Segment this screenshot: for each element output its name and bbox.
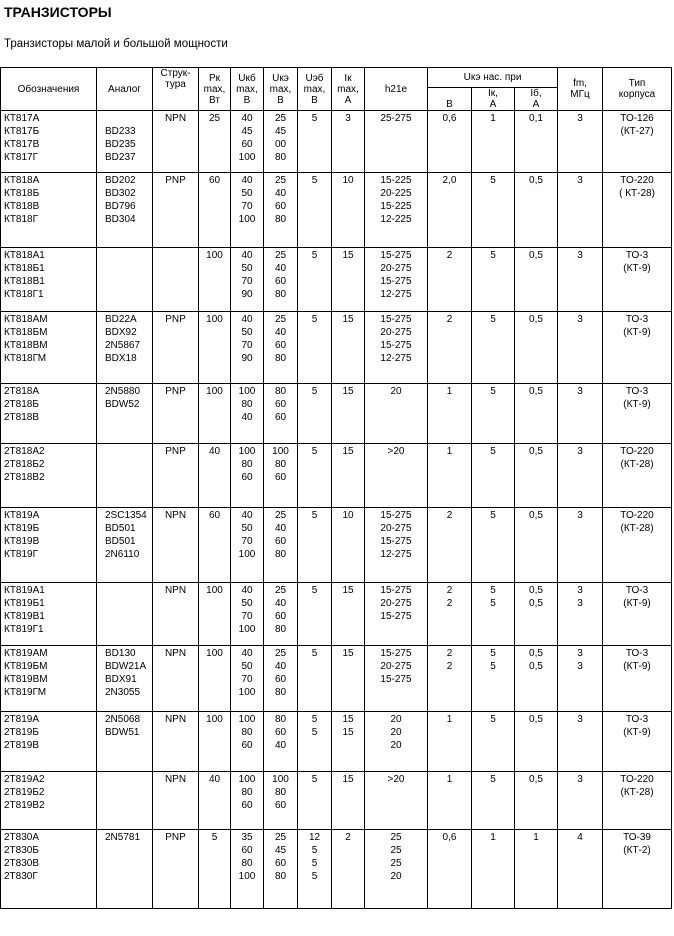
cell-case: ТО-220 ( КТ-28) — [603, 173, 672, 248]
cell-ik: 3 — [332, 111, 365, 173]
cell-uke: 25 40 60 80 — [264, 312, 298, 384]
header-ik: Iк max, А — [332, 68, 365, 111]
cell-h21e: 15-275 20-275 15-275 12-275 — [365, 248, 428, 312]
header-ik-sat: Iк, А — [472, 88, 515, 111]
cell-ibsat: 0,5 — [515, 173, 558, 248]
cell-ibsat: 0,5 — [515, 444, 558, 508]
cell-ibsat: 0,5 — [515, 772, 558, 830]
table-body — [1, 111, 672, 909]
cell-ik: 15 — [332, 772, 365, 830]
cell-ueb: 5 — [298, 384, 332, 444]
cell-fm: 3 — [558, 173, 603, 248]
cell-name: КТ817А КТ817Б КТ817В КТ817Г — [1, 111, 97, 173]
cell-pk: 100 — [199, 583, 231, 646]
cell-ibsat: 0,5 — [515, 312, 558, 384]
table-row — [1, 772, 672, 830]
cell-fm: 3 3 — [558, 583, 603, 646]
cell-ueb: 5 — [298, 111, 332, 173]
cell-pk: 100 — [199, 646, 231, 712]
cell-ukb: 100 80 60 — [231, 772, 264, 830]
cell-ueb: 5 — [298, 444, 332, 508]
cell-ibsat: 0,5 — [515, 384, 558, 444]
table-row — [1, 830, 672, 909]
cell-structure: PNP — [153, 173, 199, 248]
cell-usat: 2 2 — [428, 646, 472, 712]
cell-iksat: 5 — [472, 712, 515, 772]
cell-ik: 15 — [332, 583, 365, 646]
cell-structure: PNP — [153, 444, 199, 508]
transistor-table — [0, 67, 672, 909]
table-row — [1, 583, 672, 646]
cell-ukb: 40 50 70 100 — [231, 646, 264, 712]
cell-analog: 2N5880 BDW52 — [97, 384, 153, 444]
cell-ukb: 40 50 70 90 — [231, 312, 264, 384]
cell-analog — [97, 444, 153, 508]
cell-structure: NPN — [153, 508, 199, 583]
cell-structure: NPN — [153, 772, 199, 830]
cell-case: ТО-220 (КТ-28) — [603, 444, 672, 508]
cell-pk: 100 — [199, 248, 231, 312]
cell-usat: 2 2 — [428, 583, 472, 646]
cell-ueb: 5 — [298, 312, 332, 384]
cell-name: 2Т818А2 2Т818Б2 2Т818В2 — [1, 444, 97, 508]
cell-iksat: 5 — [472, 508, 515, 583]
cell-iksat: 5 — [472, 173, 515, 248]
cell-usat: 2 — [428, 312, 472, 384]
cell-name: КТ818А КТ818Б КТ818В КТ818Г — [1, 173, 97, 248]
table-row — [1, 173, 672, 248]
cell-case: ТО-3 (КТ-9) — [603, 712, 672, 772]
cell-analog: 2SC1354 BD501 BD501 2N6110 — [97, 508, 153, 583]
cell-fm: 3 — [558, 508, 603, 583]
cell-pk: 25 — [199, 111, 231, 173]
header-ukb: Uкб max, В — [231, 68, 264, 111]
cell-iksat: 5 — [472, 444, 515, 508]
cell-name: КТ819А1 КТ819Б1 КТ819В1 КТ819Г1 — [1, 583, 97, 646]
cell-usat: 0,6 — [428, 111, 472, 173]
cell-fm: 3 — [558, 248, 603, 312]
header-fm: fm, МГц — [558, 68, 603, 111]
header-structure: Струк- тура — [153, 68, 199, 111]
cell-ik: 15 15 — [332, 712, 365, 772]
cell-structure: PNP — [153, 312, 199, 384]
cell-pk: 100 — [199, 312, 231, 384]
cell-name: КТ819А КТ819Б КТ819В КТ819Г — [1, 508, 97, 583]
cell-structure: NPN — [153, 712, 199, 772]
cell-pk: 5 — [199, 830, 231, 909]
cell-ukb: 40 50 70 100 — [231, 583, 264, 646]
cell-iksat: 1 — [472, 830, 515, 909]
cell-ukb: 40 50 70 100 — [231, 173, 264, 248]
cell-ueb: 5 — [298, 248, 332, 312]
cell-ik: 15 — [332, 646, 365, 712]
cell-uke: 25 40 60 80 — [264, 173, 298, 248]
cell-ibsat: 0,1 — [515, 111, 558, 173]
table-row — [1, 444, 672, 508]
cell-usat: 1 — [428, 772, 472, 830]
cell-ueb: 12 5 5 5 — [298, 830, 332, 909]
cell-ueb: 5 — [298, 173, 332, 248]
cell-ueb: 5 — [298, 583, 332, 646]
cell-fm: 3 — [558, 444, 603, 508]
cell-case: ТО-3 (КТ-9) — [603, 312, 672, 384]
cell-fm: 3 3 — [558, 646, 603, 712]
cell-case: ТО-220 (КТ-28) — [603, 772, 672, 830]
cell-uke: 25 40 60 80 — [264, 646, 298, 712]
header-ueb: Uэб max, В — [298, 68, 332, 111]
cell-h21e: 15-275 20-275 15-275 — [365, 646, 428, 712]
cell-uke: 100 80 60 — [264, 444, 298, 508]
cell-uke: 100 80 60 — [264, 772, 298, 830]
header-uke-sat-v: В — [428, 88, 472, 111]
header-h21e: h21е — [365, 68, 428, 111]
cell-h21e: 15-275 20-275 15-275 — [365, 583, 428, 646]
cell-iksat: 5 — [472, 248, 515, 312]
header-case: Тип корпуса — [603, 68, 672, 111]
cell-iksat: 5 — [472, 384, 515, 444]
cell-case: ТО-3 (КТ-9) — [603, 248, 672, 312]
cell-ibsat: 1 — [515, 830, 558, 909]
cell-pk: 100 — [199, 712, 231, 772]
cell-ik: 15 — [332, 312, 365, 384]
cell-pk: 60 — [199, 508, 231, 583]
cell-ukb: 35 60 80 100 — [231, 830, 264, 909]
table-row — [1, 312, 672, 384]
cell-ukb: 100 80 40 — [231, 384, 264, 444]
cell-usat: 2 — [428, 248, 472, 312]
cell-pk: 40 — [199, 444, 231, 508]
cell-ik: 2 — [332, 830, 365, 909]
cell-analog — [97, 248, 153, 312]
cell-analog: BD130 BDW21A BDX91 2N3055 — [97, 646, 153, 712]
cell-analog: BD202 BD302 BD796 BD304 — [97, 173, 153, 248]
cell-structure: NPN — [153, 111, 199, 173]
cell-uke: 25 40 60 80 — [264, 248, 298, 312]
cell-usat: 0,6 — [428, 830, 472, 909]
cell-pk: 60 — [199, 173, 231, 248]
cell-ibsat: 0,5 — [515, 248, 558, 312]
cell-ukb: 100 80 60 — [231, 444, 264, 508]
cell-usat: 1 — [428, 444, 472, 508]
cell-h21e: 25-275 — [365, 111, 428, 173]
cell-case: ТО-126 (КТ-27) — [603, 111, 672, 173]
cell-structure: PNP — [153, 830, 199, 909]
cell-pk: 100 — [199, 384, 231, 444]
cell-ukb: 100 80 60 — [231, 712, 264, 772]
cell-ukb: 40 45 60 100 — [231, 111, 264, 173]
cell-iksat: 1 — [472, 111, 515, 173]
page-title: ТРАНЗИСТОРЫ — [4, 4, 112, 20]
cell-analog: 2N5068 BDW51 — [97, 712, 153, 772]
header-analog: Аналог — [97, 68, 153, 111]
cell-ik: 10 — [332, 508, 365, 583]
cell-pk: 40 — [199, 772, 231, 830]
cell-ibsat: 0,5 — [515, 508, 558, 583]
cell-case: ТО-3 (КТ-9) — [603, 646, 672, 712]
cell-fm: 3 — [558, 384, 603, 444]
table-row — [1, 712, 672, 772]
cell-ukb: 40 50 70 100 — [231, 508, 264, 583]
cell-ik: 15 — [332, 444, 365, 508]
cell-fm: 4 — [558, 830, 603, 909]
cell-analog: BD233 BD235 BD237 — [97, 111, 153, 173]
cell-h21e: 15-275 20-275 15-275 12-275 — [365, 312, 428, 384]
cell-uke: 25 45 60 80 — [264, 830, 298, 909]
table-row — [1, 508, 672, 583]
cell-ueb: 5 — [298, 772, 332, 830]
header-uke: Uкэ max, В — [264, 68, 298, 111]
cell-h21e: 15-275 20-275 15-275 12-275 — [365, 508, 428, 583]
cell-name: 2Т819А2 2Т819Б2 2Т819В2 — [1, 772, 97, 830]
cell-ueb: 5 — [298, 646, 332, 712]
cell-iksat: 5 5 — [472, 646, 515, 712]
header-row — [1, 68, 672, 88]
table-row — [1, 248, 672, 312]
cell-usat: 2 — [428, 508, 472, 583]
cell-name: 2Т830А 2Т830Б 2Т830В 2Т830Г — [1, 830, 97, 909]
header-uke-sat: Uкэ нас. при — [428, 68, 558, 88]
cell-iksat: 5 — [472, 312, 515, 384]
cell-structure: PNP — [153, 384, 199, 444]
cell-h21e: 20 20 20 — [365, 712, 428, 772]
cell-ik: 15 — [332, 384, 365, 444]
cell-name: КТ818АМ КТ818БМ КТ818ВМ КТ818ГМ — [1, 312, 97, 384]
cell-h21e: >20 — [365, 444, 428, 508]
table-row — [1, 111, 672, 173]
cell-structure — [153, 248, 199, 312]
cell-iksat: 5 5 — [472, 583, 515, 646]
cell-structure: NPN — [153, 583, 199, 646]
table-row — [1, 384, 672, 444]
header-ib-sat: Iб, А — [515, 88, 558, 111]
table-row — [1, 646, 672, 712]
cell-analog — [97, 772, 153, 830]
cell-uke: 80 60 60 — [264, 384, 298, 444]
cell-analog — [97, 583, 153, 646]
cell-case: ТО-3 (КТ-9) — [603, 583, 672, 646]
cell-ueb: 5 — [298, 508, 332, 583]
cell-ibsat: 0,5 0,5 — [515, 583, 558, 646]
cell-name: 2Т818А 2Т818Б 2Т818В — [1, 384, 97, 444]
cell-case: ТО-220 (КТ-28) — [603, 508, 672, 583]
cell-ukb: 40 50 70 90 — [231, 248, 264, 312]
cell-structure: NPN — [153, 646, 199, 712]
cell-name: 2Т819А 2Т819Б 2Т819В — [1, 712, 97, 772]
page-subtitle: Транзисторы малой и большой мощности — [4, 38, 228, 50]
cell-name: КТ819АМ КТ819БМ КТ819ВМ КТ819ГМ — [1, 646, 97, 712]
cell-usat: 1 — [428, 384, 472, 444]
cell-iksat: 5 — [472, 772, 515, 830]
cell-uke: 25 40 60 80 — [264, 583, 298, 646]
cell-fm: 3 — [558, 772, 603, 830]
cell-fm: 3 — [558, 712, 603, 772]
cell-case: ТО-39 (КТ-2) — [603, 830, 672, 909]
cell-ibsat: 0,5 0,5 — [515, 646, 558, 712]
cell-fm: 3 — [558, 312, 603, 384]
cell-h21e: >20 — [365, 772, 428, 830]
cell-uke: 25 40 60 80 — [264, 508, 298, 583]
header-pk: Рк max, Вт — [199, 68, 231, 111]
cell-ik: 10 — [332, 173, 365, 248]
cell-ibsat: 0,5 — [515, 712, 558, 772]
cell-usat: 2,0 — [428, 173, 472, 248]
cell-fm: 3 — [558, 111, 603, 173]
cell-analog: 2N5781 — [97, 830, 153, 909]
cell-uke: 80 60 40 — [264, 712, 298, 772]
header-name: Обозначения — [1, 68, 97, 111]
cell-h21e: 20 — [365, 384, 428, 444]
cell-analog: BD22A BDX92 2N5867 BDX18 — [97, 312, 153, 384]
cell-uke: 25 45 00 80 — [264, 111, 298, 173]
cell-h21e: 15-225 20-225 15-225 12-225 — [365, 173, 428, 248]
cell-usat: 1 — [428, 712, 472, 772]
cell-ueb: 5 5 — [298, 712, 332, 772]
cell-name: КТ818А1 КТ818Б1 КТ818В1 КТ818Г1 — [1, 248, 97, 312]
cell-h21e: 25 25 25 20 — [365, 830, 428, 909]
cell-ik: 15 — [332, 248, 365, 312]
cell-case: ТО-3 (КТ-9) — [603, 384, 672, 444]
